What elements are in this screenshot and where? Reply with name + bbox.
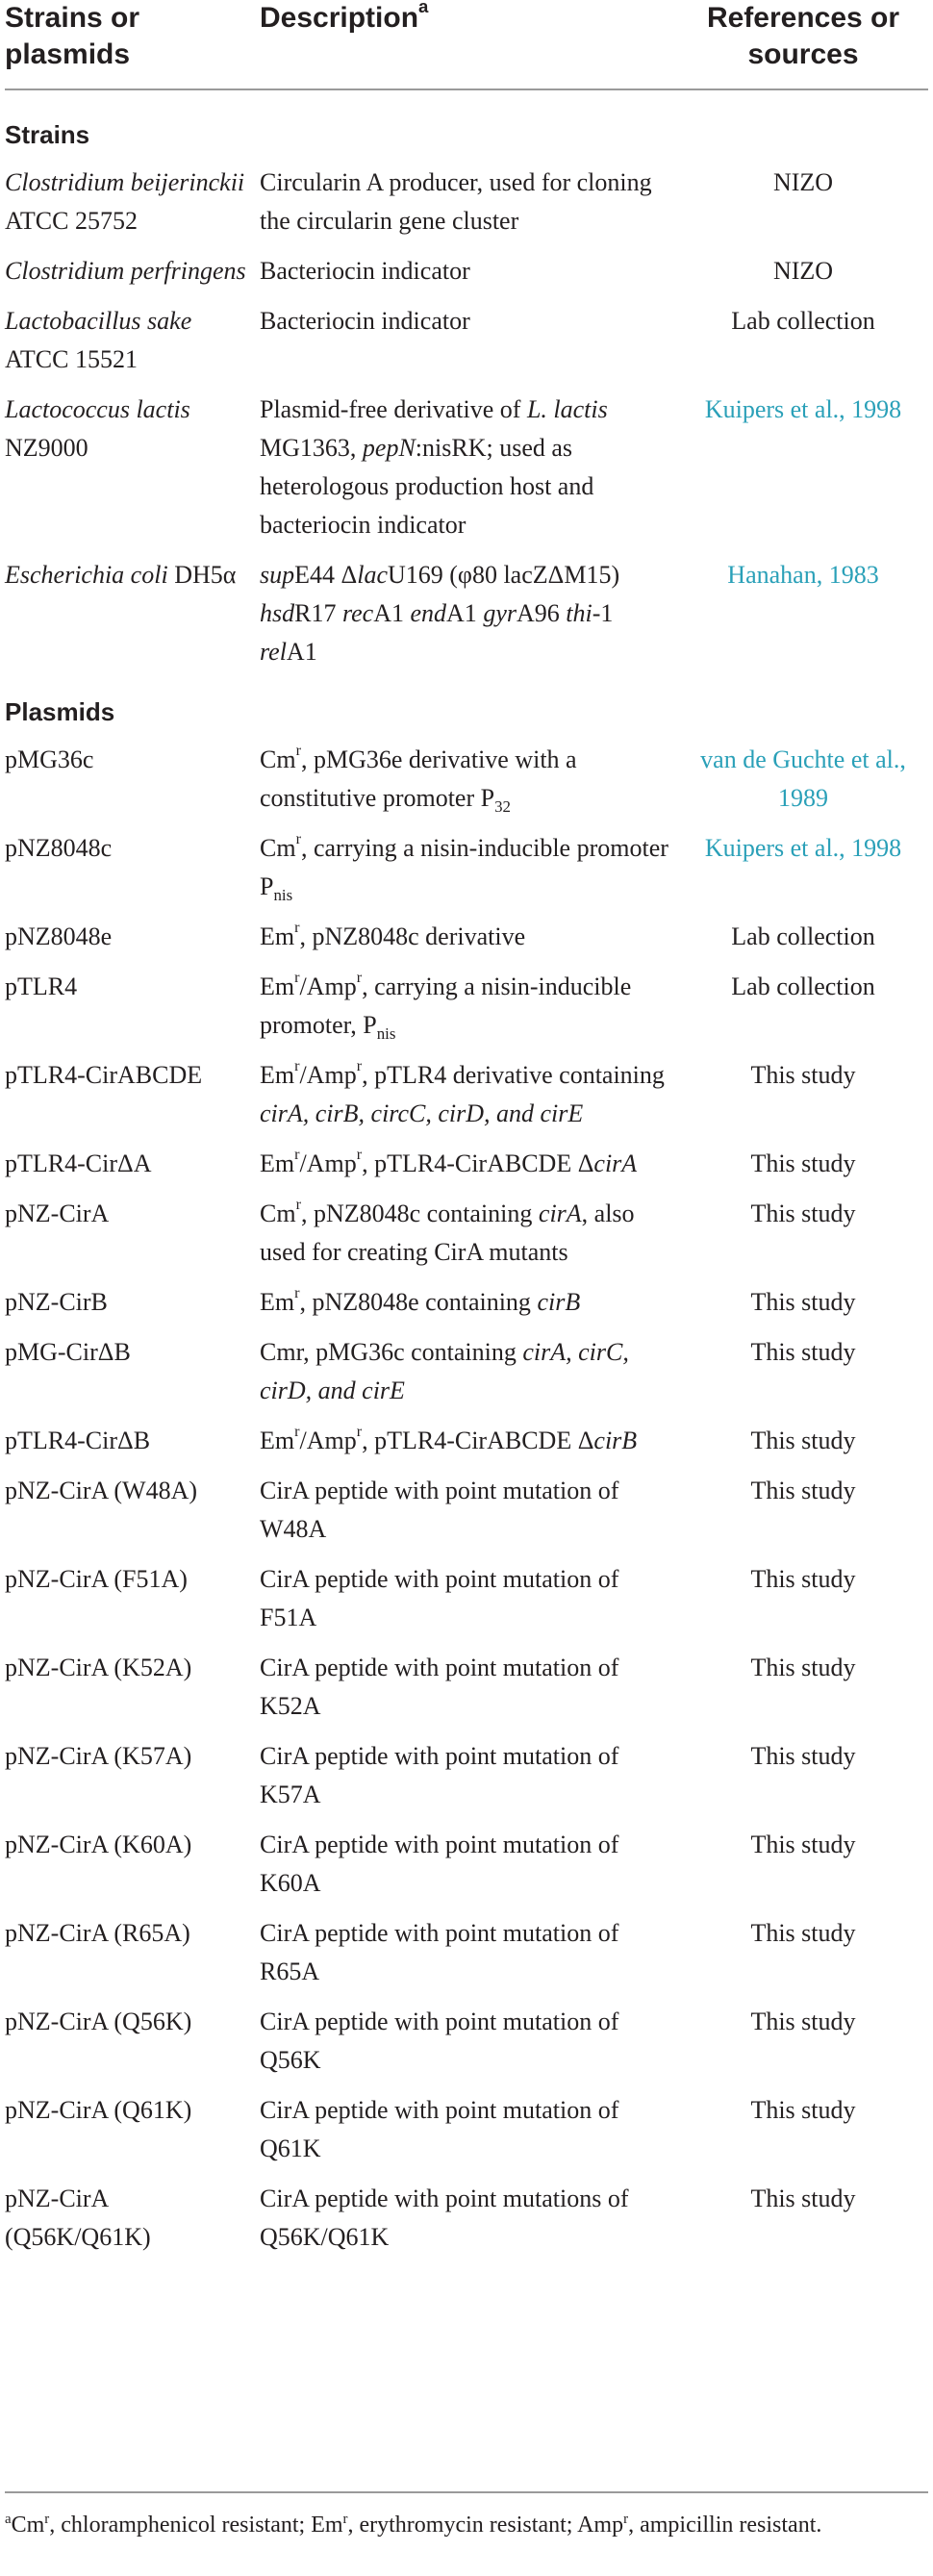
plasmid-reference: This study <box>750 1565 856 1593</box>
strain-name: Escherichia coli DH5α <box>5 561 237 589</box>
plasmid-reference: This study <box>750 1200 856 1227</box>
plasmid-reference: This study <box>750 1919 856 1947</box>
table-header-row <box>5 0 928 89</box>
plasmid-reference: This study <box>750 1427 856 1454</box>
table-row <box>5 1141 928 1191</box>
strain-description: Bacteriocin indicator <box>260 257 470 285</box>
strain-reference: NIZO <box>772 168 834 196</box>
plasmid-name: pNZ-CirB <box>5 1288 108 1316</box>
table-row <box>5 248 928 298</box>
plasmid-description: Em$^r$/Amp$^r$, carrying a nisin-inducible promoter, $P_{nis}$ <box>260 970 632 1044</box>
plasmid-description: CirA peptide with point mutation of K52A <box>260 1654 619 1720</box>
strain-reference-link[interactable]: Hanahan, 1983 <box>727 561 879 589</box>
plasmid-reference: This study <box>750 1288 856 1316</box>
plasmid-reference: This study <box>750 1831 856 1858</box>
strain-description: Bacteriocin indicator <box>260 307 470 335</box>
strain-description: supE44 ΔlacU169 (φ80 lacZΔM15) hsdR17 recA1 endA1 gyrA96 thi-1 relA1 <box>260 561 620 666</box>
strain-name: Clostridium perfringens <box>5 257 246 285</box>
header-description: Description$^a$ <box>260 0 678 89</box>
plasmid-reference: This study <box>750 1742 856 1770</box>
plasmid-name: pMG-CirΔB <box>5 1338 131 1366</box>
strain-name: Clostridium beijerinckii ATCC 25752 <box>5 168 245 235</box>
plasmid-reference: This study <box>750 2008 856 2035</box>
plasmid-description: Cm$^r$, pMG36e derivative with a constitutive promoter $P_{32}$ <box>260 743 577 817</box>
plasmid-name: pNZ-CirA (Q56K/Q61K) <box>5 2185 151 2251</box>
plasmid-description: Em$^r$/Amp$^r$, pTLR4-CirABCDE ΔcirB <box>260 1424 638 1454</box>
plasmid-name: pNZ-CirA (F51A) <box>5 1565 188 1593</box>
header-references-or-sources: References or sources <box>678 0 928 89</box>
plasmid-description: Em$^r$, pNZ8048e containing cirB <box>260 1285 581 1316</box>
table-row <box>5 1556 928 1645</box>
plasmid-name: pNZ-CirA (K60A) <box>5 1831 192 1858</box>
plasmid-reference-link[interactable]: Kuipers et al., 1998 <box>704 834 902 862</box>
plasmid-description: CirA peptide with point mutation of Q61K <box>260 2096 619 2162</box>
table-row <box>5 1329 928 1418</box>
plasmid-name: pNZ-CirA (Q61K) <box>5 2096 192 2124</box>
plasmid-reference-link[interactable]: van de Guchte et al., 1989 <box>700 745 906 812</box>
plasmid-name: pNZ-CirA (W48A) <box>5 1477 198 1504</box>
table-row <box>5 1822 928 1910</box>
plasmid-name: pTLR4-CirΔA <box>5 1149 152 1177</box>
plasmid-name: pMG36c <box>5 745 94 773</box>
plasmid-description: Em$^r$/Amp$^r$, pTLR4-CirABCDE ΔcirA <box>260 1147 638 1177</box>
table-row <box>5 298 928 387</box>
table-row <box>5 2087 928 2176</box>
strain-reference: Lab collection <box>731 307 875 335</box>
plasmid-name: pNZ-CirA (Q56K) <box>5 2008 192 2035</box>
footnote-marker: a <box>418 0 429 17</box>
plasmid-reference: This study <box>750 1149 856 1177</box>
table-row <box>5 160 928 248</box>
plasmid-name: pTLR4 <box>5 972 78 1000</box>
plasmid-reference: This study <box>750 2096 856 2124</box>
table-row <box>5 737 928 825</box>
section-label-plasmids: Plasmids <box>5 697 115 726</box>
table-row <box>5 1418 928 1468</box>
plasmid-name: pNZ-CirA (K57A) <box>5 1742 192 1770</box>
plasmid-name: pNZ-CirA (R65A) <box>5 1919 190 1947</box>
plasmid-name: pNZ8048c <box>5 834 113 862</box>
plasmid-reference: This study <box>750 1477 856 1504</box>
section-label-strains: Strains <box>5 120 90 149</box>
plasmid-reference: Lab collection <box>731 972 875 1000</box>
table-row <box>5 552 928 679</box>
plasmid-description: CirA peptide with point mutation of F51A <box>260 1565 619 1631</box>
plasmid-reference: This study <box>750 1338 856 1366</box>
plasmid-description: Cm$^r$, carrying a nisin-inducible promoter $P_{nis}$ <box>260 831 668 905</box>
plasmid-description: CirA peptide with point mutation of W48A <box>260 1477 619 1543</box>
table-row <box>5 1052 928 1141</box>
strain-name: Lactococcus lactis NZ9000 <box>5 395 190 462</box>
plasmid-reference: This study <box>750 1654 856 1681</box>
table-row <box>5 1191 928 1279</box>
plasmid-description: CirA peptide with point mutation of K60A <box>260 1831 619 1897</box>
plasmid-description: CirA peptide with point mutation of Q56K <box>260 2008 619 2074</box>
table-row <box>5 1468 928 1556</box>
strain-reference: NIZO <box>772 257 834 285</box>
plasmid-reference: This study <box>750 1061 856 1089</box>
section-row-plasmids <box>5 679 928 737</box>
plasmid-reference: This study <box>750 2185 856 2212</box>
plasmid-reference: Lab collection <box>731 922 875 950</box>
table-row <box>5 1645 928 1733</box>
plasmid-description: Cmr, pMG36c containing cirA, cirC, cirD, and cirE <box>260 1338 629 1404</box>
section-row-strains <box>5 89 928 160</box>
plasmid-description: Em$^r$, pNZ8048c derivative <box>260 920 526 950</box>
table-row <box>5 1279 928 1329</box>
table-row <box>5 387 928 552</box>
strain-description: Circularin A producer, used for cloning the circularin gene cluster <box>260 168 652 235</box>
table-row <box>5 1733 928 1822</box>
strain-name: Lactobacillus sake ATCC 15521 <box>5 307 192 373</box>
plasmid-description: CirA peptide with point mutation of R65A <box>260 1919 619 1985</box>
header-strains-or-plasmids: Strains or plasmids <box>5 0 260 89</box>
plasmid-description: Em$^r$/Amp$^r$, pTLR4 derivative containing cirA, cirB, circC, cirD, and cirE <box>260 1058 665 1127</box>
plasmid-description: CirA peptide with point mutation of K57A <box>260 1742 619 1808</box>
table-row <box>5 2176 928 2276</box>
table-footnote: $^a$Cm$^r$, chloramphenicol resistant; Em$^r$, erythromycin resistant; Amp$^r$, ampicillin resistant. <box>5 2491 928 2543</box>
plasmid-name: pTLR4-CirΔB <box>5 1427 151 1454</box>
table-row <box>5 964 928 1052</box>
strain-reference-link[interactable]: Kuipers et al., 1998 <box>704 395 902 423</box>
strains-plasmids-table <box>5 0 928 2276</box>
plasmid-name: pNZ8048e <box>5 922 113 950</box>
plasmid-description: CirA peptide with point mutations of Q56K/Q61K <box>260 2185 629 2251</box>
plasmid-name: pNZ-CirA <box>5 1200 110 1227</box>
plasmid-name: pTLR4-CirABCDE <box>5 1061 203 1089</box>
plasmid-description: Cm$^r$, pNZ8048c containing cirA, also used for creating CirA mutants <box>260 1197 635 1266</box>
table-row <box>5 825 928 914</box>
strain-description: Plasmid-free derivative of L. lactis MG1363, pepN:nisRK; used as heterologous production host and bacteriocin indicator <box>260 395 608 539</box>
plasmid-name: pNZ-CirA (K52A) <box>5 1654 192 1681</box>
table-row <box>5 1999 928 2087</box>
table-row <box>5 1910 928 1999</box>
table-row <box>5 914 928 964</box>
